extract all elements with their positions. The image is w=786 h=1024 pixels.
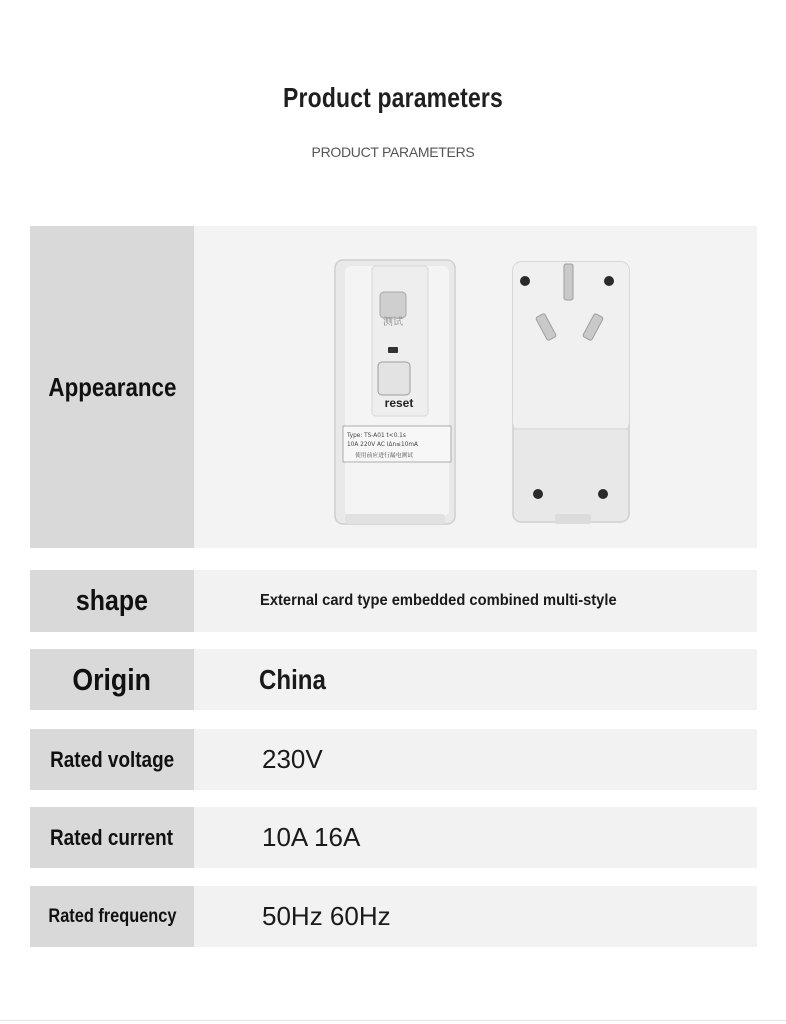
param-label: Rated current [30,807,194,868]
param-row-current [30,807,757,868]
param-value: External card type embedded combined multi-style [260,592,617,609]
divider [0,1020,786,1021]
param-row-origin [30,649,757,710]
spec-line: 10A 220V AC IΔn≤10mA [347,442,419,448]
param-row-shape [30,570,757,632]
device-back-image [513,262,629,524]
param-label: Origin [30,649,194,710]
param-value: 50Hz 60Hz [262,901,391,931]
param-label: Rated frequency [30,886,194,947]
param-label: Rated voltage [30,729,194,790]
param-value: China [259,663,326,695]
reset-button-label: reset [384,396,414,410]
product-photo [195,226,757,548]
page-subtitle: PRODUCT PARAMETERS [311,144,475,160]
spec-line: Type: TS-A01 t<0.1s [347,433,406,439]
page-title: Product parameters [283,82,503,113]
test-button-label: 测试 [383,317,403,328]
param-value: 230V [262,744,323,774]
param-row-frequency [30,886,757,947]
param-label: shape [30,570,194,632]
spec-line: 使用前应进行漏电测试 [355,453,413,459]
param-value: 10A 16A [262,822,361,852]
device-front-image [335,260,455,524]
param-row-voltage [30,729,757,790]
param-label: Appearance [30,226,194,548]
param-row-appearance [30,226,757,548]
